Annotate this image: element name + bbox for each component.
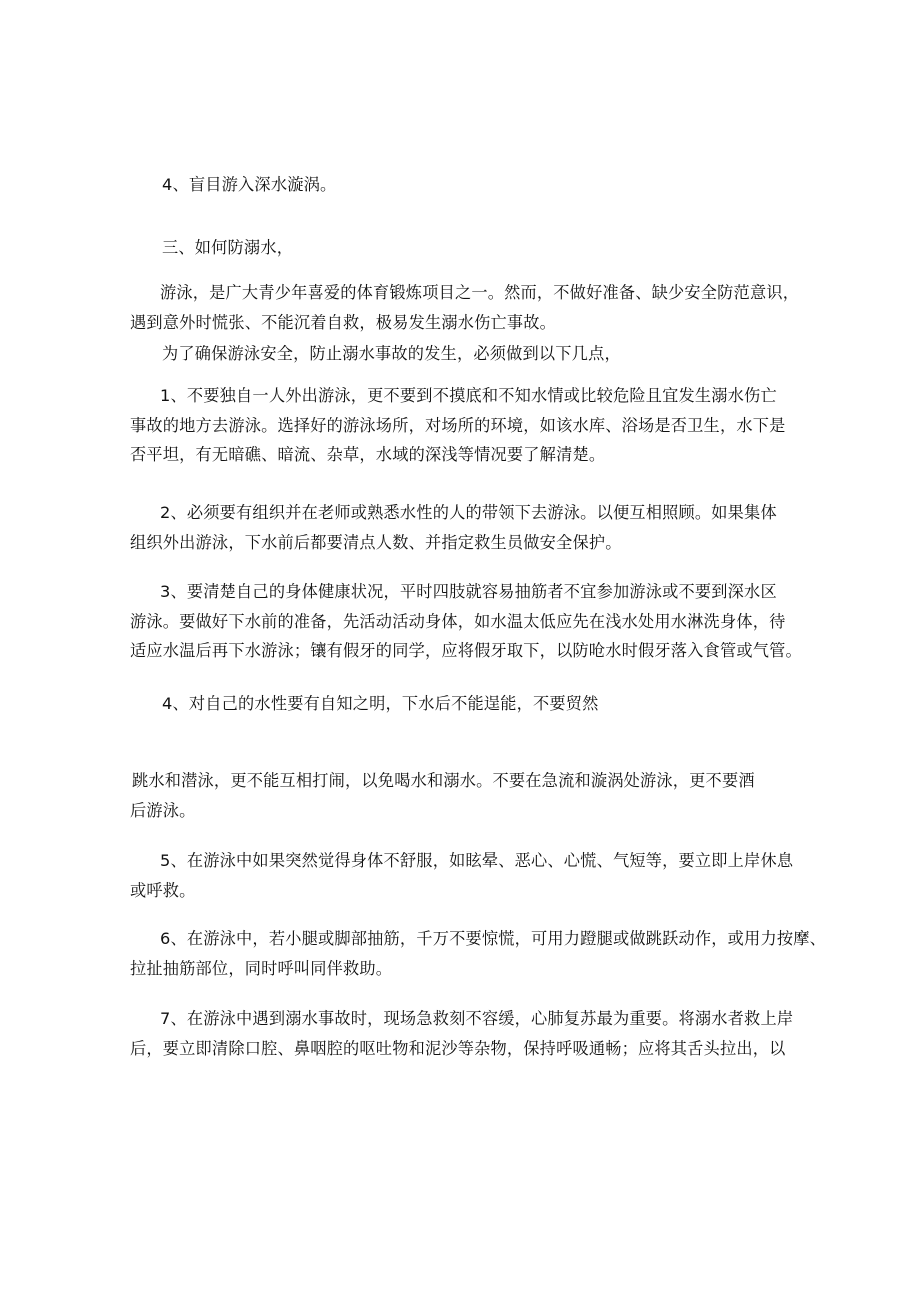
point-1-paragraph: 1、不要独自一人外出游泳，更不要到不摸底和不知水情或比较危险且宜发生溺水伤亡 事故的地方去游泳。选择好的游泳场所，对场所的环境，如该水库、浴场是否卫生，水下是 否平坦，有无暗礁、暗流、杂草，水域的深浅等情况要了解清楚。 bbox=[130, 386, 786, 464]
point-7-paragraph: 7、在游泳中遇到溺水事故时，现场急救刻不容缓，心肺复苏最为重要。将溺水者救上岸 后，要立即清除口腔、鼻咽腔的呕吐物和泥沙等杂物，保持呼吸通畅；应将其舌头拉出，以 bbox=[130, 1009, 794, 1058]
point-6-paragraph: 6、在游泳中，若小腿或脚部抽筋，千万不要惊慌，可用力蹬腿或做跳跃动作，或用力按摩、 拉扯抽筋部位，同时呼叫同伴救助。 bbox=[130, 929, 826, 978]
lead-paragraph: 为了确保游泳安全，防止溺水事故的发生，必须做到以下几点， bbox=[162, 344, 621, 363]
point-4-paragraph: 4、对自己的水性要有自知之明，下水后不能逞能，不要贸然 bbox=[162, 694, 599, 713]
intro-paragraph: 游泳，是广大青少年喜爱的体育锻炼项目之一。然而，不做好准备、缺少安全防范意识， 遇到意外时慌张、不能沉着自救，极易发生溺水伤亡事故。 bbox=[130, 283, 800, 332]
point-5-paragraph: 5、在游泳中如果突然觉得身体不舒服，如眩晕、恶心、心慌、气短等，要立即上岸休息 或呼救。 bbox=[130, 851, 794, 900]
point-4-continuation: 跳水和潜泳，更不能互相打闹，以免喝水和溺水。不要在急流和漩涡处游泳，更不要酒 后游泳。 bbox=[130, 771, 755, 820]
section-3-heading: 三、如何防溺水， bbox=[162, 238, 294, 257]
item-4-previous: 4、盲目游入深水漩涡。 bbox=[162, 175, 337, 194]
point-3-paragraph: 3、要清楚自己的身体健康状况，平时四肢就容易抽筋者不宜参加游泳或不要到深水区 游泳。要做好下水前的准备，先活动活动身体，如水温太低应先在浅水处用水淋洗身体，待 适应水温后再下水游泳；镶有假牙的同学，应将假牙取下，以防呛水时假牙落入食管或气管。 bbox=[130, 582, 802, 660]
point-2-paragraph: 2、必须要有组织并在老师或熟悉水性的人的带领下去游泳。以便互相照顾。如果集体 组织外出游泳，下水前后都要清点人数、并指定救生员做安全保护。 bbox=[130, 503, 777, 552]
